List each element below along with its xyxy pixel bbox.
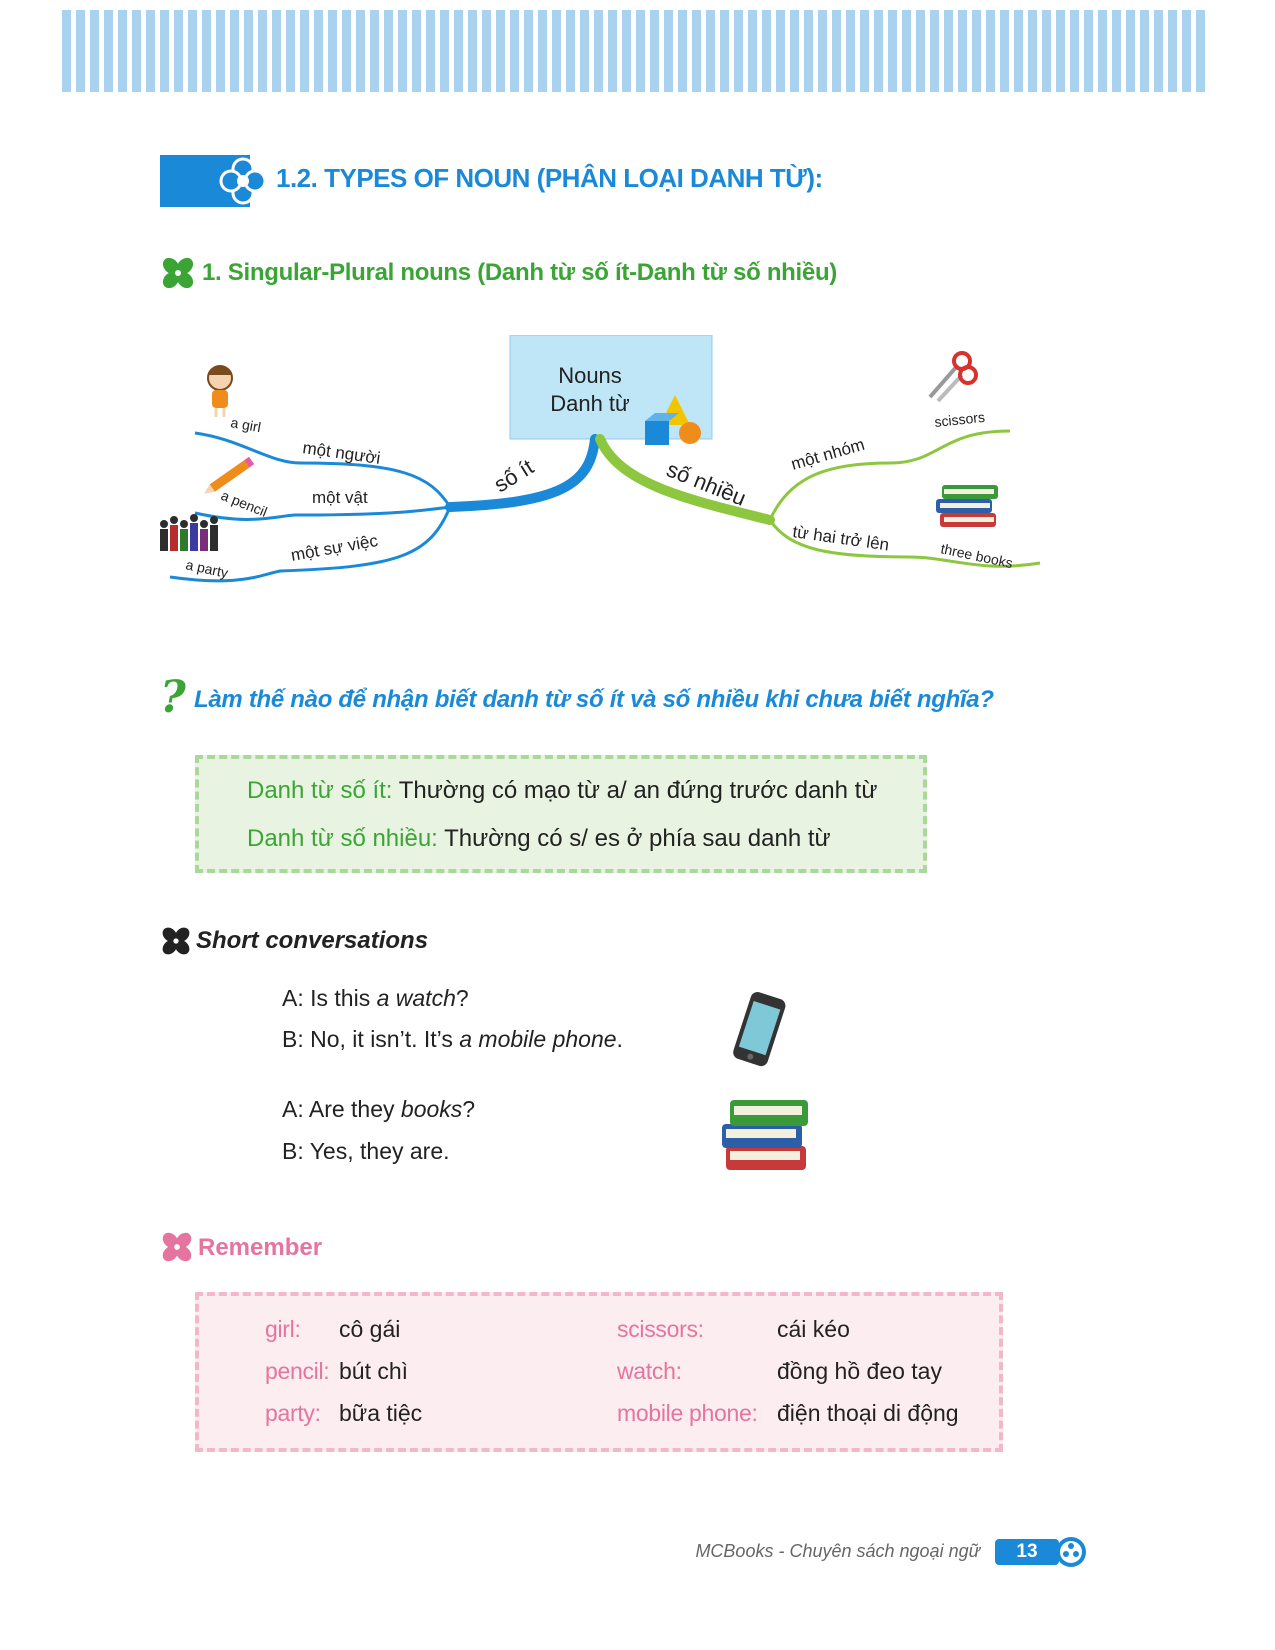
page-number: 13 — [995, 1539, 1059, 1565]
subsection-heading — [160, 255, 838, 295]
dialog-1-a-suffix: ? — [455, 985, 469, 1011]
noun-mind-map — [150, 335, 1110, 635]
example-a-party: a party — [184, 556, 230, 581]
girl-icon — [208, 366, 232, 417]
short-conversations-heading — [160, 925, 429, 962]
vocab-meaning: bữa tiệc — [339, 1400, 423, 1426]
dialog-2-b-text: B: Yes, they are. — [282, 1138, 450, 1164]
vocab-term: party: — [265, 1400, 321, 1426]
label-mot-su-viec: một sự việc — [289, 530, 380, 565]
mobile-phone-icon — [724, 990, 794, 1070]
question-text: Làm thế nào để nhận biết danh từ số ít và số nhiều khi chưa biết nghĩa? — [194, 686, 994, 713]
scissors-icon — [930, 353, 976, 401]
vocabulary-box — [195, 1292, 1003, 1452]
vocab-term: girl: — [265, 1316, 301, 1342]
rule-plural — [247, 825, 831, 853]
dialog-1-b-emphasis: a mobile phone — [459, 1026, 617, 1052]
books-stack-icon — [936, 485, 998, 527]
vocab-meaning: đồng hồ đeo tay — [777, 1358, 942, 1384]
rule-singular-text: Thường có mạo từ a/ an đứng trước danh từ — [392, 777, 878, 804]
label-mot-nhom: một nhóm — [788, 434, 867, 474]
label-mot-vat: một vật — [312, 488, 368, 507]
dialog-2-b — [282, 1138, 450, 1165]
remember-title: Remember — [198, 1234, 323, 1261]
rule-plural-label: Danh từ số nhiều: — [247, 825, 438, 852]
vocab-term: scissors: — [617, 1316, 704, 1342]
dialog-2-a — [282, 1096, 475, 1123]
vocab-meaning: cô gái — [339, 1316, 401, 1342]
footer-publisher: MCBooks - Chuyên sách ngoại ngữ — [695, 1541, 980, 1561]
rules-box — [195, 755, 927, 873]
dialog-1-a-text: A: Is this — [282, 985, 377, 1011]
section-title: 1.2. TYPES OF NOUN (PHÂN LOẠI DANH TỪ): — [276, 163, 823, 193]
label-tu-hai-tro-len: từ hai trở lên — [791, 522, 891, 555]
vocab-term: watch: — [617, 1358, 682, 1384]
clover-icon — [218, 157, 268, 205]
party-people-icon — [160, 514, 218, 551]
example-a-pencil: a pencil — [218, 486, 270, 520]
gear-icon — [1054, 1535, 1088, 1569]
rule-singular — [247, 777, 877, 805]
top-stripe-banner — [62, 10, 1210, 92]
vocab-meaning: bút chì — [339, 1358, 409, 1384]
branch-thing — [195, 507, 450, 519]
short-conversations-title: Short conversations — [196, 927, 429, 954]
dialog-1-a — [282, 985, 469, 1012]
dialog-1-a-emphasis: a watch — [376, 985, 456, 1011]
question-mark-icon: ? — [160, 672, 186, 723]
rule-plural-text: Thường có s/ es ở phía sau danh từ — [437, 825, 831, 852]
dialog-2-a-text: A: Are they — [282, 1096, 401, 1122]
dialog-1-b-suffix: . — [616, 1026, 623, 1052]
center-label-en: Nouns — [558, 363, 622, 388]
remember-heading — [160, 1230, 323, 1269]
example-scissors: scissors — [933, 408, 986, 430]
example-three-books: three books — [939, 540, 1015, 572]
center-label-vi: Danh từ — [550, 391, 630, 416]
right-branch-label: số nhiều — [663, 456, 750, 511]
subsection-title: 1. Singular-Plural nouns (Danh từ số ít-Danh từ số nhiều) — [202, 259, 838, 286]
dialog-1-b — [282, 1026, 623, 1053]
black-flower-icon — [160, 925, 192, 957]
dialog-2-a-suffix: ? — [462, 1096, 476, 1122]
vocab-meaning: cái kéo — [777, 1316, 850, 1342]
dialog-1-b-text: B: No, it isn’t. It’s — [282, 1026, 460, 1052]
vocab-term: mobile phone: — [617, 1400, 758, 1426]
page-footer — [695, 1535, 1100, 1575]
section-heading — [160, 155, 1060, 207]
vocab-meaning: điện thoại di động — [777, 1400, 959, 1426]
green-flower-icon — [160, 255, 196, 291]
books-icon — [718, 1088, 818, 1184]
example-a-girl: a girl — [229, 414, 263, 436]
pink-flower-icon — [160, 1230, 194, 1264]
vocab-term: pencil: — [265, 1358, 330, 1384]
left-branch-label: số ít — [489, 454, 538, 498]
label-mot-nguoi: một người — [301, 438, 382, 468]
rule-singular-label: Danh từ số ít: — [247, 777, 393, 804]
dialog-2-a-emphasis: books — [400, 1096, 463, 1122]
